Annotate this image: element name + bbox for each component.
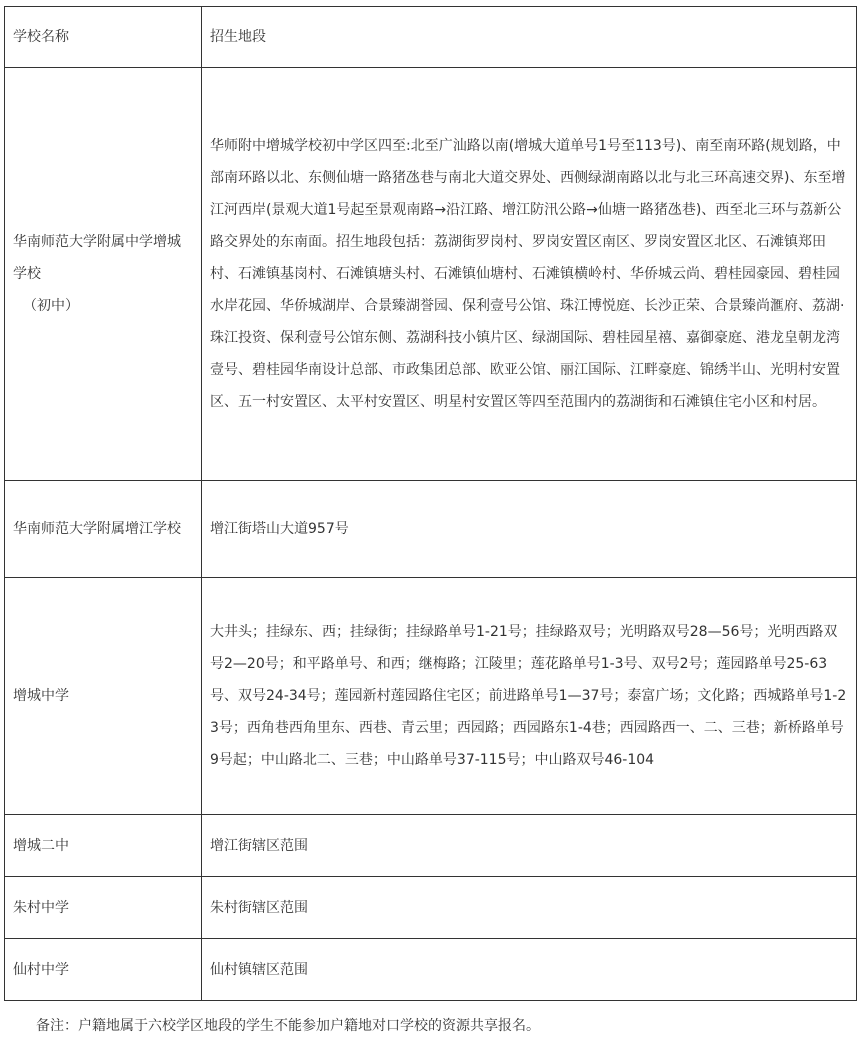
header-school-name: 学校名称 [5, 7, 202, 68]
school-name-cell: 华南师范大学附属增江学校 [5, 481, 202, 578]
school-name: 华南师范大学附属中学增城学校 [13, 234, 181, 282]
enrollment-zone-cell: 增江街辖区范围 [202, 815, 857, 877]
footnote: 备注：户籍地属于六校学区地段的学生不能参加户籍地对口学校的资源共享报名。 [36, 1018, 540, 1034]
table-row [5, 939, 857, 1001]
table-row [5, 578, 857, 815]
enrollment-zone-cell: 大井头；挂绿东、西；挂绿街；挂绿路单号1-21号；挂绿路双号；光明路双号28—56号；光明西路双号2—20号；和平路单号、和西；继梅路；江陵里；莲花路单号1-3号、双号2号；莲园路单号25-63号、双号24-34号；莲园新村莲园路住宅区；前进路单号1—37号；泰富广场；文化路；西城路单号1-23号；西角巷西角里东、西巷、青云里；西园路；西园路东1-4巷；西园路西一、二、三巷；新桥路单号9号起；中山路北二、三巷；中山路单号37-115号；中山路双号46-104 [202, 578, 857, 815]
header-enrollment-zone: 招生地段 [202, 7, 857, 68]
enrollment-zone-cell: 增江街塔山大道957号 [202, 481, 857, 578]
table-header-row [5, 7, 857, 68]
table-row [5, 481, 857, 578]
school-level: （初中） [23, 298, 79, 314]
table-row [5, 68, 857, 481]
enrollment-zone-cell: 朱村街辖区范围 [202, 877, 857, 939]
table-row [5, 815, 857, 877]
school-name-cell: 增城二中 [5, 815, 202, 877]
enrollment-zone-cell: 仙村镇辖区范围 [202, 939, 857, 1001]
school-name-cell: 仙村中学 [5, 939, 202, 1001]
table-row [5, 877, 857, 939]
school-name-cell: 朱村中学 [5, 877, 202, 939]
enrollment-zone-table [4, 6, 857, 1001]
school-name-cell: 增城中学 [5, 578, 202, 815]
enrollment-zone-cell: 华师附中增城学校初中学区四至:北至广汕路以南(增城大道单号1号至113号)、南至南环路(规划路，中部南环路以北、东侧仙塘一路猪氹巷与南北大道交界处、西侧绿湖南路以北与北三环高速交界)、东至增江河西岸(景观大道1号起至景观南路→沿江路、增江防汛公路→仙塘一路猪氹巷)、西至北三环与荔新公路交界处的东南面。招生地段包括：荔湖街罗岗村、罗岗安置区南区、罗岗安置区北区、石滩镇郑田村、石滩镇基岗村、石滩镇塘头村、石滩镇仙塘村、石滩镇横岭村、华侨城云尚、碧桂园豪园、碧桂园水岸花园、华侨城湖岸、合景臻湖誉园、保利壹号公馆、珠江博悦庭、长沙正荣、合景臻尚滙府、荔湖·珠江投资、保利壹号公馆东侧、荔湖科技小镇片区、绿湖国际、碧桂园星禧、嘉御豪庭、港龙皇朝龙湾壹号、碧桂园华南设计总部、市政集团总部、欧亚公馆、丽江国际、江畔豪庭、锦绣半山、光明村安置区、五一村安置区、太平村安置区、明星村安置区等四至范围内的荔湖街和石滩镇住宅小区和村居。 [202, 68, 857, 481]
school-name-cell [5, 68, 202, 481]
